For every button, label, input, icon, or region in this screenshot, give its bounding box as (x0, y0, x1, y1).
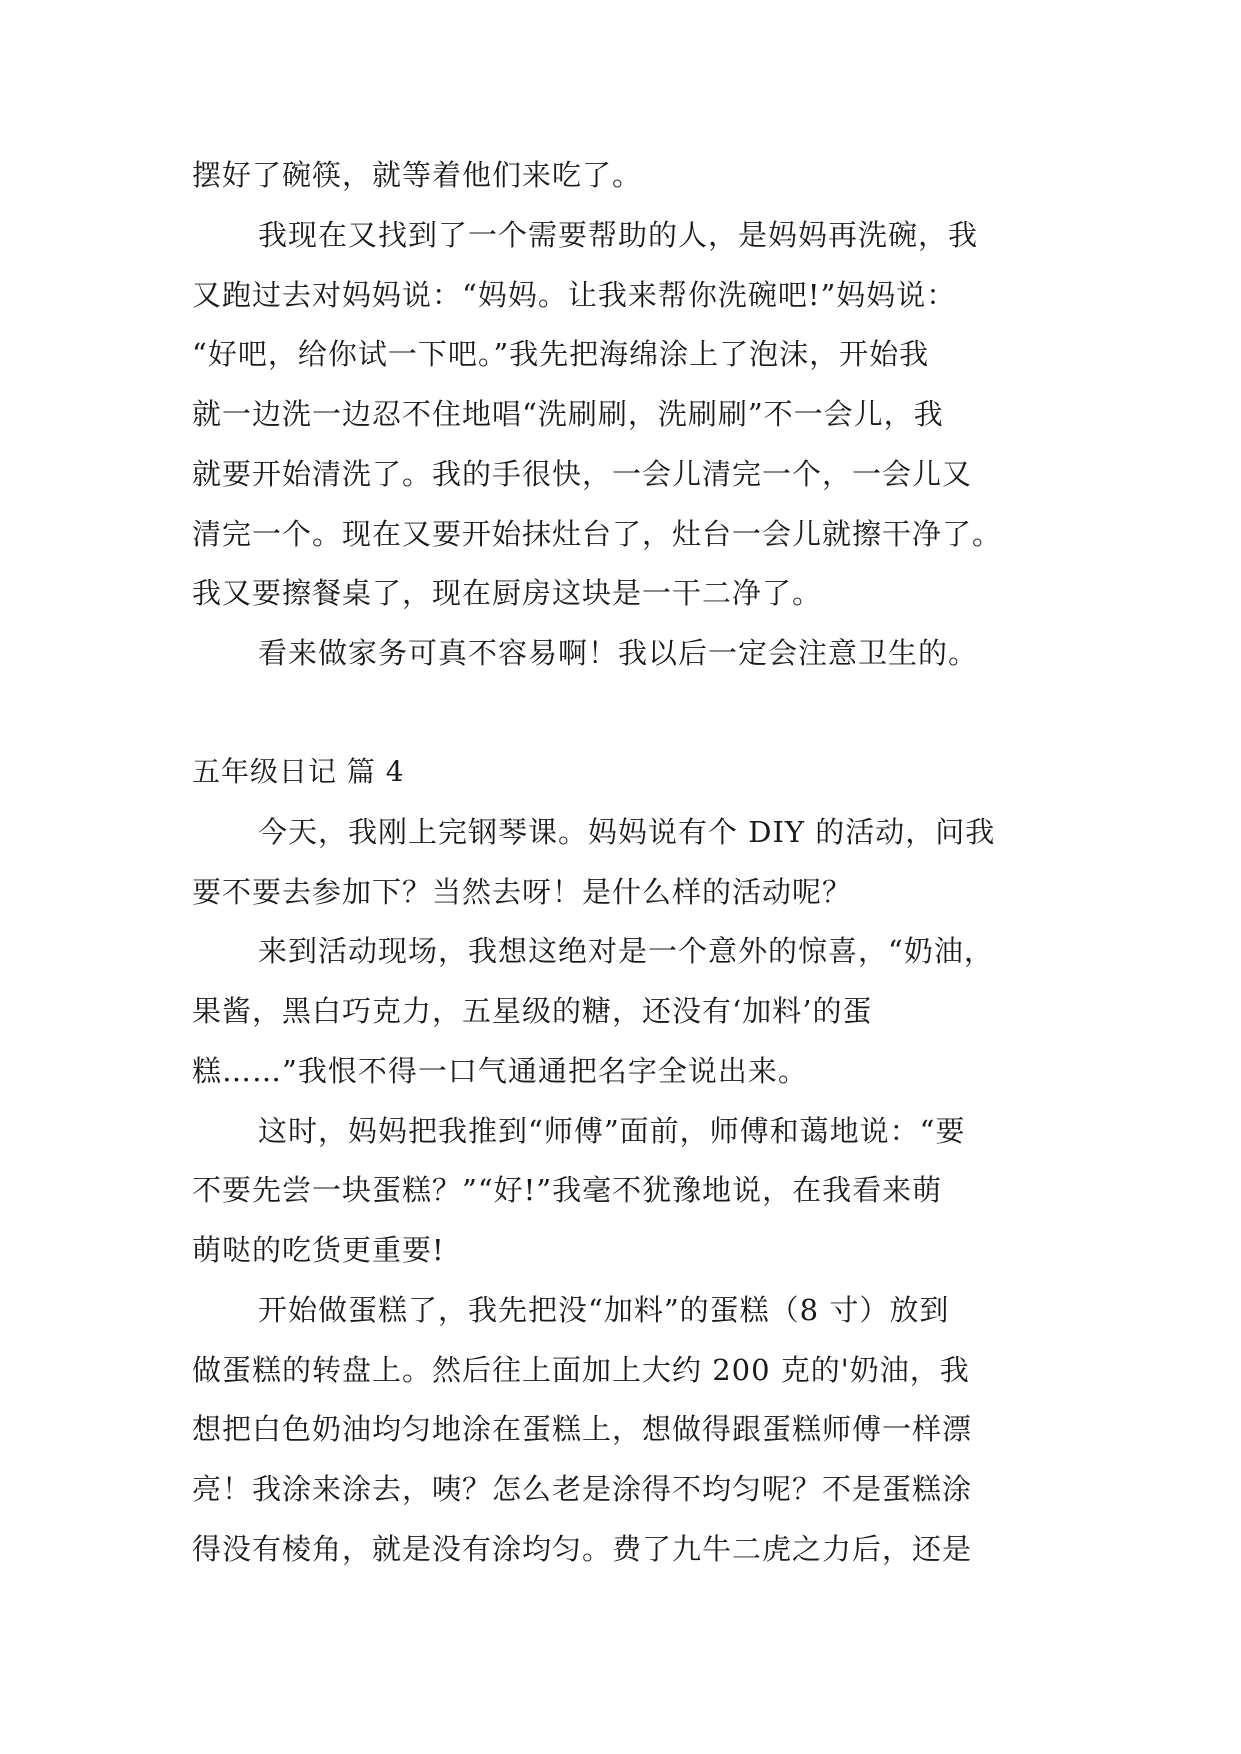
paragraph-line: 又跑过去对妈妈说：“妈妈。让我来帮你洗碗吧!”妈妈说： (192, 278, 957, 312)
paragraph-line: 看来做家务可真不容易啊！我以后一定会注意卫生的。 (258, 636, 979, 670)
paragraph-line: 想把白色奶油均匀地涂在蛋糕上，想做得跟蛋糕师傅一样漂 (192, 1412, 973, 1446)
paragraph-line: 果酱，黑白巧克力，五星级的糖，还没有‘加料’的蛋 (192, 994, 873, 1028)
paragraph-line: 今天，我刚上完钢琴课。妈妈说有个 DIY 的活动，问我 (258, 815, 996, 849)
paragraph-line: 要不要去参加下？当然去呀！是什么样的活动呢？ (192, 875, 853, 909)
paragraph-line: 我现在又找到了一个需要帮助的人，是妈妈再洗碗，我 (258, 218, 979, 252)
paragraph-line: 萌哒的吃货更重要! (192, 1233, 445, 1267)
paragraph-line: 我又要擦餐桌了，现在厨房这块是一干二净了。 (192, 576, 823, 610)
paragraph-line: 就一边洗一边忍不住地唱“洗刷刷，洗刷刷”不一会儿，我 (192, 397, 944, 431)
section-title: 五年级日记 篇 4 (192, 755, 405, 788)
paragraph-line: 摆好了碗筷，就等着他们来吃了。 (192, 158, 643, 192)
paragraph-line: 亮！我涂来涂去，咦？怎么老是涂得不均匀呢？不是蛋糕涂 (192, 1472, 973, 1506)
paragraph-line: 不要先尝一块蛋糕？”“好!”我毫不犹豫地说，在我看来萌 (192, 1173, 943, 1207)
paragraph-line: 做蛋糕的转盘上。然后往上面加上大约 200 克的'奶油，我 (192, 1353, 970, 1387)
paragraph-line: 就要开始清洗了。我的手很快，一会儿清完一个，一会儿又 (192, 457, 973, 491)
paragraph-line: 来到活动现场，我想这绝对是一个意外的惊喜，“奶油， (258, 934, 994, 968)
paragraph-line: 清完一个。现在又要开始抹灶台了，灶台一会儿就擦干净了。 (192, 517, 1003, 551)
paragraph-line: “好吧，给你试一下吧。”我先把海绵涂上了泡沫，开始我 (192, 337, 930, 371)
paragraph-line: 糕……”我恨不得一口气通通把名字全说出来。 (192, 1054, 808, 1088)
paragraph-line: 得没有棱角，就是没有涂均匀。费了九牛二虎之力后，还是 (192, 1532, 973, 1566)
paragraph-line: 开始做蛋糕了，我先把没“加料”的蛋糕（8 寸）放到 (258, 1293, 950, 1327)
paragraph-line: 这时，妈妈把我推到“师傅”面前，师傅和蔼地说：“要 (258, 1114, 966, 1148)
